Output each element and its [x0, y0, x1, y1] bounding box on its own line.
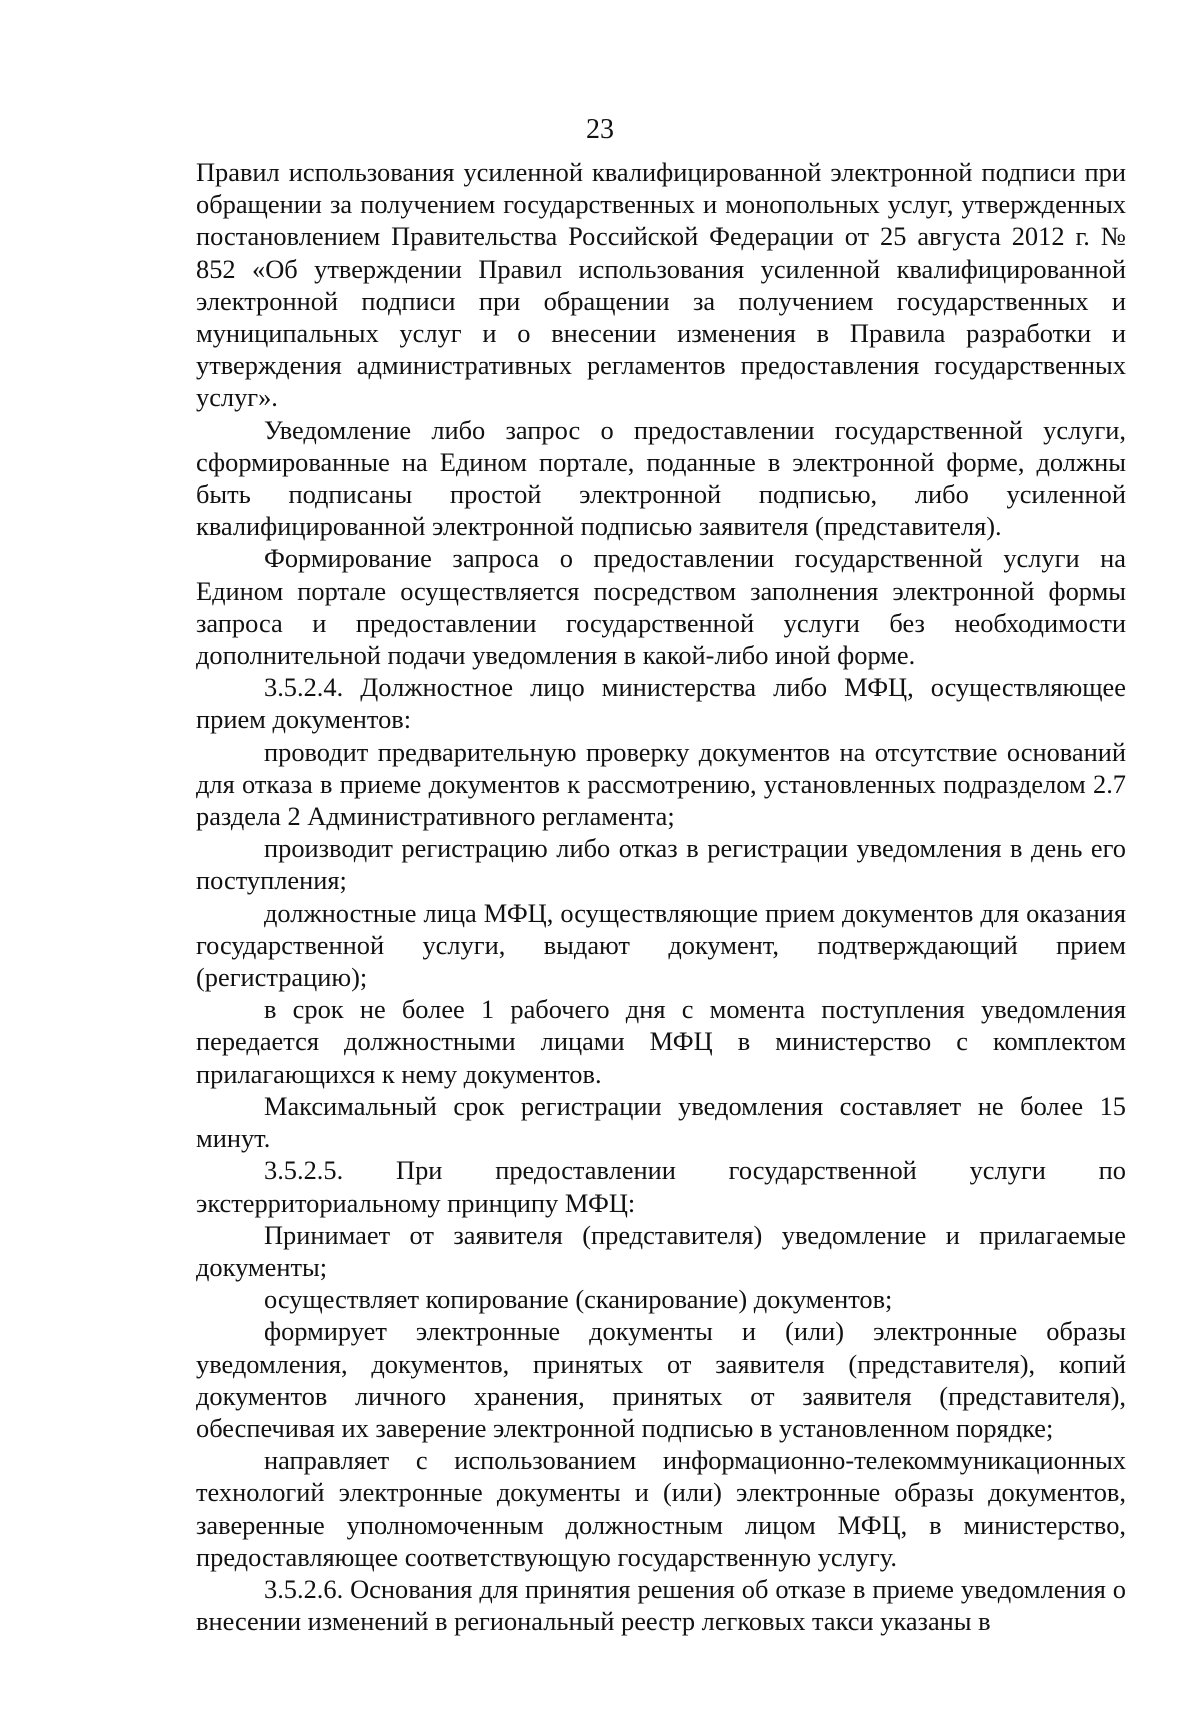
- paragraph-3-5-2-6: 3.5.2.6. Основания для принятия решения об отказе в приеме уведомления о внесении изменений в региональный реестр легковых такси указаны в: [196, 1573, 1126, 1637]
- paragraph-request-formation: Формирование запроса о предоставлении государственной услуги на Едином портале осуществляется посредством заполнения электронной формы запроса и предоставлении государственной услуги без необходимости дополнительной подачи уведомления в какой-либо иной форме.: [196, 543, 1126, 671]
- paragraph-transfer-deadline: в срок не более 1 рабочего дня с момента поступления уведомления передается должностными лицами МФЦ в министерство с комплектом прилагающихся к нему документов.: [196, 994, 1126, 1089]
- page-number: 23: [586, 114, 614, 145]
- paragraph-continuation: Правил использования усиленной квалифицированной электронной подписи при обращении за получением государственных и монопольных услуг, утвержденных постановлением Правительства Российской Федерации от 25 августа 2012 г. № 852 «Об утверждении Правил использования усиленной квалифицированной электронной подписи при обращении за получением государственных и муниципальных услуг и о внесении изменения в Правила разработки и утверждения административных регламентов предоставления государственных услуг».: [196, 157, 1126, 413]
- paragraph-registration: производит регистрацию либо отказ в регистрации уведомления в день его поступления;: [196, 833, 1126, 896]
- paragraph-signature-requirement: Уведомление либо запрос о предоставлении государственной услуги, сформированные на Едином портале, поданные в электронной форме, должны быть подписаны простой электронной подписью, либо усиленной квалифицированной электронной подписью заявителя (представителя).: [196, 414, 1126, 542]
- paragraph-preliminary-check: проводит предварительную проверку документов на отсутствие оснований для отказа в приеме документов к рассмотрению, установленных подразделом 2.7 раздела 2 Административного регламента;: [196, 736, 1126, 832]
- paragraph-mfc-receipt: должностные лица МФЦ, осуществляющие прием документов для оказания государственной услуги, выдают документ, подтверждающий прием (регистрацию);: [196, 897, 1126, 993]
- paragraph-copying: осуществляет копирование (сканирование) документов;: [264, 1284, 893, 1315]
- document-body: [196, 156, 1126, 1637]
- paragraph-3-5-2-5: 3.5.2.5. При предоставлении государственной услуги по экстерриториальному принципу МФЦ:: [196, 1155, 1126, 1218]
- paragraph-max-registration-time: Максимальный срок регистрации уведомления составляет не более 15 минут.: [196, 1090, 1126, 1154]
- paragraph-electronic-documents: формирует электронные документы и (или) электронные образы уведомления, документов, принятых от заявителя (представителя), копий документов личного хранения, принятых от заявителя (представителя), обеспечивая их заверение электронной подписью в установленном порядке;: [196, 1316, 1126, 1443]
- paragraph-sending: направляет с использованием информационно-телекоммуникационных технологий электронные документы и (или) электронные образы документов, заверенные уполномоченным должностным лицом МФЦ, в министерство, предоставляющее соответствующую государственную услугу.: [196, 1445, 1126, 1572]
- paragraph-3-5-2-4: 3.5.2.4. Должностное лицо министерства либо МФЦ, осуществляющее прием документов:: [196, 672, 1126, 735]
- paragraph-accepts-notification: Принимает от заявителя (представителя) уведомление и прилагаемые документы;: [196, 1219, 1126, 1282]
